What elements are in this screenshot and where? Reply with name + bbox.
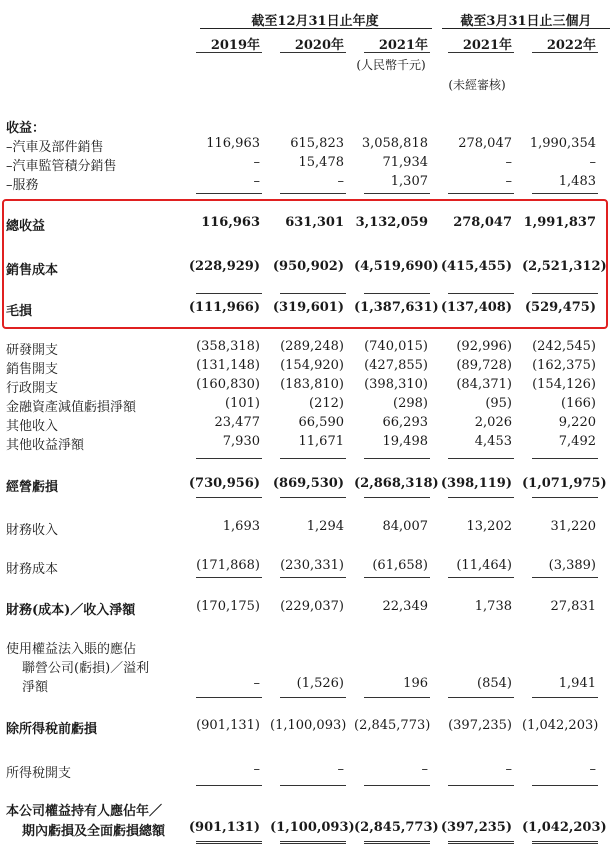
cell-value: 22,349 <box>382 599 428 614</box>
row-label: 使用權益法入賬的應佔 <box>6 642 137 657</box>
subtotal-rule-assoc-3 <box>364 697 430 698</box>
cell-value: (137,408) <box>440 300 512 315</box>
header-year-rule-3 <box>364 52 430 53</box>
cell-value: (61,658) <box>372 558 428 573</box>
cell-value: – <box>589 155 596 170</box>
cell-value: 27,831 <box>550 599 596 614</box>
header-year-2019: 2019年 <box>210 38 260 53</box>
unit-note: (人民幣千元) <box>356 58 426 72</box>
cell-value: (89,728) <box>456 358 512 373</box>
cell-value: – <box>337 174 344 189</box>
cell-value: (397,235) <box>448 718 512 733</box>
row-label: 財務收入 <box>6 523 59 538</box>
cell-value: (1,100,093) <box>270 820 355 835</box>
cell-value: 15,478 <box>298 155 344 170</box>
header-group-annual: 截至12月31日止年度 <box>251 14 379 29</box>
cell-value: 631,301 <box>285 215 344 230</box>
row-income-tax <box>0 760 615 780</box>
subtotal-rule-revenue-2 <box>280 193 346 194</box>
subtotal-rule-tax-4 <box>448 785 514 786</box>
row-label: 銷售開支 <box>6 362 59 377</box>
cell-value: (2,845,773) <box>354 820 439 835</box>
row-net-finance <box>0 597 615 617</box>
cell-value: (242,545) <box>532 339 596 354</box>
cell-value: (415,455) <box>440 259 512 274</box>
subtotal-rule-op-loss-1 <box>196 497 262 498</box>
highlight-box <box>2 199 608 329</box>
cell-value: (111,966) <box>188 300 260 315</box>
cell-value: 4,453 <box>474 434 512 449</box>
subtotal-rule-revenue-5 <box>532 193 598 194</box>
row-credit-sales <box>0 153 615 173</box>
cell-value: (1,042,203) <box>522 718 599 733</box>
cell-value: 278,047 <box>453 215 512 230</box>
cell-value: 66,293 <box>382 415 428 430</box>
cell-value: (1,042,203) <box>522 820 607 835</box>
subtotal-rule-fin-1 <box>196 577 262 578</box>
row-other-gains <box>0 432 615 452</box>
row-total-loss-line1 <box>0 798 615 818</box>
cell-value: – <box>337 762 344 777</box>
cell-value: (2,868,318) <box>354 476 439 491</box>
row-finance-income <box>0 517 615 537</box>
subtotal-rule-tax-3 <box>364 785 430 786</box>
subtotal-rule-op-loss-5 <box>532 497 598 498</box>
cell-value: 1,990,354 <box>529 136 596 151</box>
row-associates-line1 <box>0 636 615 656</box>
cell-value: (740,015) <box>364 339 428 354</box>
cell-value: (101) <box>225 396 260 411</box>
row-label: 研發開支 <box>6 343 59 358</box>
row-rd-expenses <box>0 337 615 357</box>
cell-value: (228,929) <box>188 259 260 274</box>
row-revenue-heading <box>0 115 615 135</box>
header-year-2021-q: 2021年 <box>462 38 512 53</box>
cell-value: 19,498 <box>382 434 428 449</box>
cell-value: (1,387,631) <box>354 300 439 315</box>
subtotal-rule-fin-2 <box>280 577 346 578</box>
cell-value: 1,294 <box>306 519 344 534</box>
cell-value: 1,738 <box>474 599 512 614</box>
cell-value: (529,475) <box>524 300 596 315</box>
subtotal-rule-tax-5 <box>532 785 598 786</box>
row-label: 收益： <box>6 121 46 136</box>
row-label: 除所得稅前虧損 <box>6 722 98 737</box>
row-admin-expenses <box>0 375 615 395</box>
cell-value: (427,855) <box>364 358 428 373</box>
cell-value: 116,963 <box>206 136 260 151</box>
row-label: 其他收入 <box>6 419 59 434</box>
row-label: 行政開支 <box>6 381 59 396</box>
row-associates-line2 <box>0 655 615 675</box>
cell-value: 31,220 <box>550 519 596 534</box>
row-label: 銷售成本 <box>6 263 59 278</box>
header-year-rule-5 <box>532 52 598 53</box>
cell-value: (398,310) <box>364 377 428 392</box>
cell-value: – <box>253 676 260 691</box>
cell-value: (11,464) <box>456 558 512 573</box>
row-label: 所得稅開支 <box>6 766 72 781</box>
subtotal-rule-revenue-1 <box>196 193 262 194</box>
cell-value: (1,071,975) <box>522 476 607 491</box>
cell-value: 13,202 <box>466 519 512 534</box>
cell-value: 1,307 <box>390 174 428 189</box>
row-finance-costs <box>0 556 615 576</box>
row-operating-loss <box>0 474 615 494</box>
cell-value: 3,132,059 <box>355 215 428 230</box>
cell-value: 1,941 <box>558 676 596 691</box>
subtotal-rule-tax-2 <box>280 785 346 786</box>
cell-value: (298) <box>393 396 428 411</box>
row-label: 經營虧損 <box>6 480 59 495</box>
cell-value: 2,026 <box>474 415 512 430</box>
header-year-2022-q: 2022年 <box>546 38 596 53</box>
cell-value: 116,963 <box>201 215 260 230</box>
cell-value: (950,902) <box>272 259 344 274</box>
cell-value: 278,047 <box>458 136 512 151</box>
subtotal-rule-revenue-4 <box>448 193 514 194</box>
cell-value: (92,996) <box>456 339 512 354</box>
cell-value: 23,477 <box>214 415 260 430</box>
cell-value: – <box>505 155 512 170</box>
cell-value: – <box>589 762 596 777</box>
cell-value: 1,991,837 <box>523 215 596 230</box>
row-label: 財務(成本)／收入淨額 <box>6 603 136 618</box>
cell-value: 7,930 <box>222 434 260 449</box>
header-group-quarterly-rule <box>442 28 610 29</box>
cell-value: (397,235) <box>440 820 512 835</box>
cell-value: (230,331) <box>280 558 344 573</box>
cell-value: (229,037) <box>280 599 344 614</box>
row-vehicle-sales <box>0 134 615 154</box>
subtotal-rule-assoc-4 <box>448 697 514 698</box>
row-label: 其他收益淨額 <box>6 438 85 453</box>
row-selling-expenses <box>0 356 615 376</box>
cell-value: (358,318) <box>196 339 260 354</box>
cell-value: (95) <box>485 396 512 411</box>
cell-value: (289,248) <box>280 339 344 354</box>
header-year-rule-2 <box>280 52 346 53</box>
cell-value: (730,956) <box>188 476 260 491</box>
subtotal-rule-opex-2 <box>280 458 346 459</box>
row-label: –汽車監管積分銷售 <box>6 159 117 174</box>
cell-value: (170,175) <box>196 599 260 614</box>
header-year-2020: 2020年 <box>294 38 344 53</box>
cell-value: (160,830) <box>196 377 260 392</box>
unaudited-note: (未經審核) <box>448 78 506 92</box>
subtotal-rule-assoc-2 <box>280 697 346 698</box>
cell-value: (1,526) <box>296 676 344 691</box>
row-label: 毛損 <box>6 304 33 319</box>
cell-value: 196 <box>403 676 428 691</box>
row-associates-line3 <box>0 674 615 694</box>
total-double-rule-4 <box>448 841 514 844</box>
subtotal-rule-tax-1 <box>196 785 262 786</box>
cell-value: 9,220 <box>558 415 596 430</box>
cell-value: – <box>253 155 260 170</box>
subtotal-rule-fin-5 <box>532 577 598 578</box>
cell-value: (212) <box>309 396 344 411</box>
cell-value: (166) <box>561 396 596 411</box>
total-double-rule-3 <box>364 841 430 844</box>
cell-value: – <box>505 762 512 777</box>
header-group-annual-rule <box>200 28 432 29</box>
cell-value: 11,671 <box>298 434 344 449</box>
cell-value: (162,375) <box>532 358 596 373</box>
total-double-rule-1 <box>196 841 262 844</box>
row-other-income <box>0 413 615 433</box>
subtotal-rule-opex-1 <box>196 458 262 459</box>
row-impairment-losses <box>0 394 615 414</box>
row-label: –服務 <box>6 178 39 193</box>
cell-value: (319,601) <box>272 300 344 315</box>
cell-value: (901,131) <box>196 718 260 733</box>
row-label: 財務成本 <box>6 562 59 577</box>
subtotal-rule-opex-4 <box>448 458 514 459</box>
cell-value: (854) <box>477 676 512 691</box>
total-double-rule-5 <box>532 841 598 844</box>
header-group-quarterly: 截至3月31日止三個月 <box>460 14 592 29</box>
header-year-2021: 2021年 <box>378 38 428 53</box>
subtotal-rule-opex-5 <box>532 458 598 459</box>
cell-value: – <box>421 762 428 777</box>
row-label: 本公司權益持有人應佔年／ <box>6 804 163 819</box>
cell-value: (131,148) <box>196 358 260 373</box>
cell-value: – <box>505 174 512 189</box>
cell-value: (154,126) <box>532 377 596 392</box>
cell-value: – <box>253 762 260 777</box>
cell-value: (901,131) <box>188 820 260 835</box>
subtotal-rule-op-loss-3 <box>364 497 430 498</box>
cell-value: (3,389) <box>548 558 596 573</box>
cell-value: (2,521,312) <box>522 259 607 274</box>
subtotal-rule-opex-3 <box>364 458 430 459</box>
row-label: 淨額 <box>22 680 49 695</box>
cell-value: 615,823 <box>290 136 344 151</box>
row-label: 總收益 <box>6 219 46 234</box>
cell-value: 71,934 <box>382 155 428 170</box>
cell-value: 84,007 <box>382 519 428 534</box>
cell-value: (398,119) <box>440 476 512 491</box>
row-loss-before-tax <box>0 716 615 736</box>
subtotal-rule-revenue-3 <box>364 193 430 194</box>
total-double-rule-2 <box>280 841 346 844</box>
cell-value: 1,483 <box>558 174 596 189</box>
cell-value: (869,530) <box>272 476 344 491</box>
subtotal-rule-op-loss-4 <box>448 497 514 498</box>
subtotal-rule-assoc-5 <box>532 697 598 698</box>
cell-value: 66,590 <box>298 415 344 430</box>
row-label: 聯營公司(虧損)／溢利 <box>22 661 150 676</box>
subtotal-rule-fin-3 <box>364 577 430 578</box>
cell-value: (4,519,690) <box>354 259 439 274</box>
row-label: 金融資產減值虧損淨額 <box>6 400 137 415</box>
row-services <box>0 172 615 192</box>
subtotal-rule-fin-4 <box>448 577 514 578</box>
cell-value: 3,058,818 <box>361 136 428 151</box>
row-label: –汽車及部件銷售 <box>6 140 104 155</box>
cell-value: (2,845,773) <box>354 718 431 733</box>
cell-value: (1,100,093) <box>270 718 347 733</box>
cell-value: (171,868) <box>196 558 260 573</box>
cell-value: 7,492 <box>558 434 596 449</box>
cell-value: – <box>253 174 260 189</box>
header-year-rule-1 <box>196 52 262 53</box>
row-label: 期內虧損及全面虧損總額 <box>22 824 166 839</box>
row-total-loss-line2 <box>0 818 615 838</box>
subtotal-rule-op-loss-2 <box>280 497 346 498</box>
cell-value: (84,371) <box>456 377 512 392</box>
cell-value: (154,920) <box>280 358 344 373</box>
cell-value: (183,810) <box>280 377 344 392</box>
subtotal-rule-assoc-1 <box>196 697 262 698</box>
header-year-rule-4 <box>448 52 514 53</box>
cell-value: 1,693 <box>222 519 260 534</box>
